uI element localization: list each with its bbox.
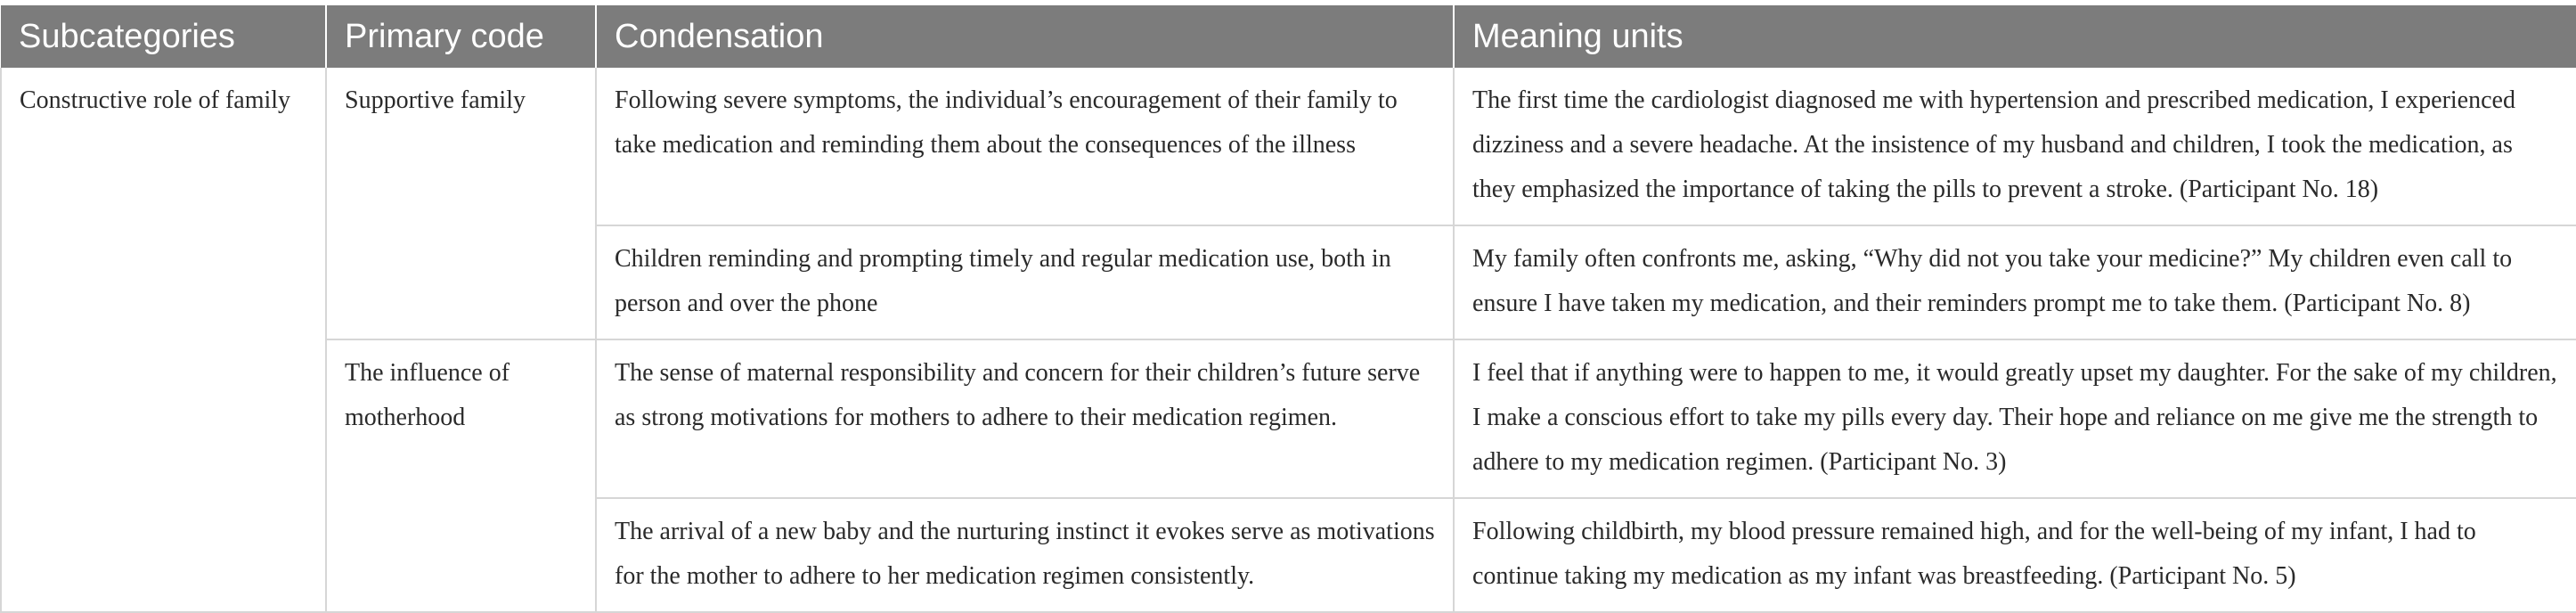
qualitative-analysis-table bbox=[0, 5, 2576, 613]
meaning-unit-cell: Following childbirth, my blood pressure remained high, and for the well-being of my infant, I had to continue taking my medication as my infant was breastfeeding. (Participant No. 5) bbox=[1454, 498, 2576, 612]
header-row bbox=[1, 5, 2576, 68]
table-header bbox=[1, 5, 2576, 68]
primary-code-cell: Supportive family bbox=[326, 68, 596, 339]
header-condensation: Condensation bbox=[596, 5, 1454, 68]
qualitative-analysis-table-container bbox=[0, 5, 2576, 613]
table-row bbox=[1, 339, 2576, 498]
subcategory-cell: Constructive role of family bbox=[1, 68, 326, 612]
table-row bbox=[1, 68, 2576, 225]
meaning-unit-cell: I feel that if anything were to happen to me, it would greatly upset my daughter. For the sake of my children, I make a conscious effort to take my pills every day. Their hope and reliance on me give me the strength to adhere to my medication regimen. (Participant No. 3) bbox=[1454, 339, 2576, 498]
header-meaning-units: Meaning units bbox=[1454, 5, 2576, 68]
meaning-unit-cell: The first time the cardiologist diagnosed me with hypertension and prescribed medication, I experienced dizziness and a severe headache. At the insistence of my husband and children, I took the medication, as they emphasized the importance of taking the pills to prevent a stroke. (Participant No. 18) bbox=[1454, 68, 2576, 225]
header-primary-code: Primary code bbox=[326, 5, 596, 68]
condensation-cell: Children reminding and prompting timely and regular medication use, both in person and over the phone bbox=[596, 225, 1454, 339]
condensation-cell: Following severe symptoms, the individual’s encouragement of their family to take medication and reminding them about the consequences of the illness bbox=[596, 68, 1454, 225]
table-body bbox=[1, 68, 2576, 612]
meaning-unit-cell: My family often confronts me, asking, “Why did not you take your medicine?” My children even call to ensure I have taken my medication, and their reminders prompt me to take them. (Participant No. 8) bbox=[1454, 225, 2576, 339]
header-subcategories: Subcategories bbox=[1, 5, 326, 68]
primary-code-cell: The influence of motherhood bbox=[326, 339, 596, 612]
condensation-cell: The sense of maternal responsibility and concern for their children’s future serve as strong motivations for mothers to adhere to their medication regimen. bbox=[596, 339, 1454, 498]
condensation-cell: The arrival of a new baby and the nurturing instinct it evokes serve as motivations for the mother to adhere to her medication regimen consistently. bbox=[596, 498, 1454, 612]
